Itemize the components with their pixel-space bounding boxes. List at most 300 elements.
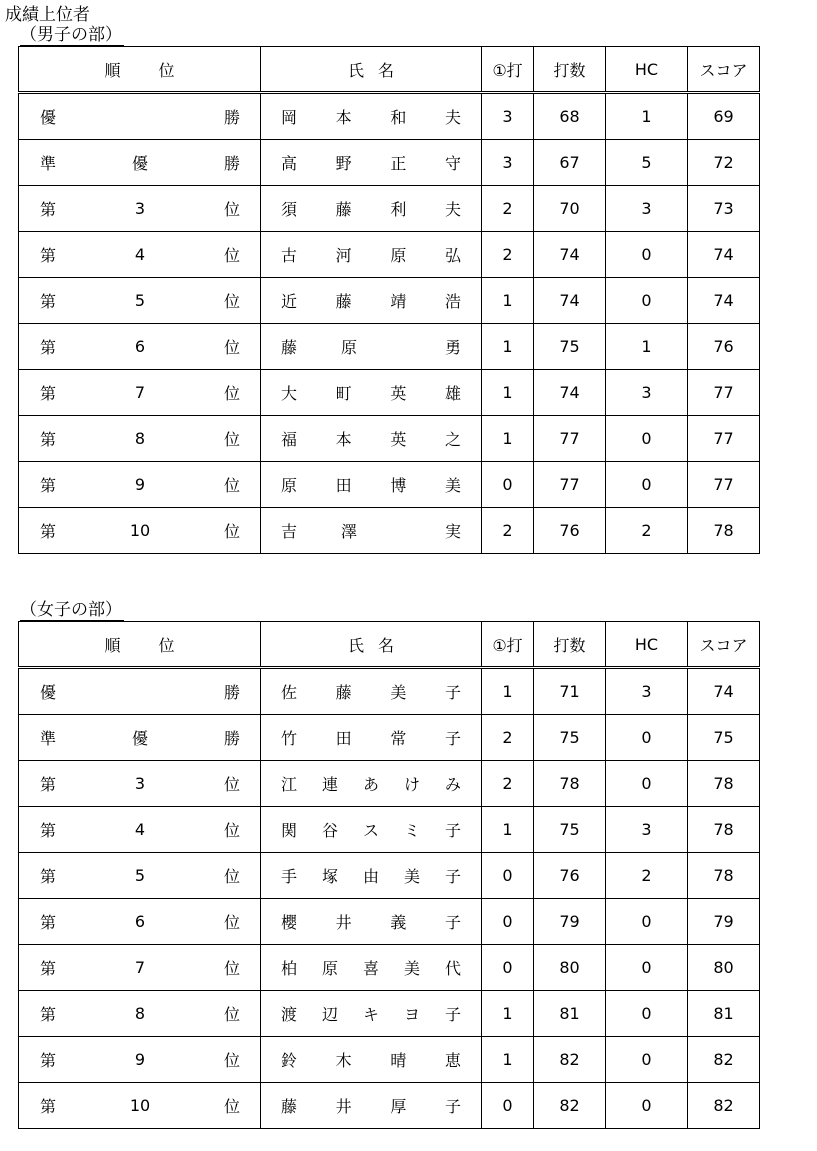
name-char: 谷 xyxy=(321,821,338,840)
ichida-cell: 1 xyxy=(482,324,534,370)
name-char: 子 xyxy=(444,867,461,886)
name-char: 夫 xyxy=(444,200,461,219)
name-cell xyxy=(261,761,482,807)
score-cell: 82 xyxy=(688,1083,760,1129)
rank-part: 8 xyxy=(134,1004,146,1023)
hc-cell: 3 xyxy=(606,186,688,232)
score-cell: 78 xyxy=(688,853,760,899)
ichida-cell: 0 xyxy=(482,462,534,508)
name-char: 夫 xyxy=(444,108,461,127)
ichida-cell: 1 xyxy=(482,668,534,715)
header-rank-a: 順 xyxy=(104,635,121,655)
rank-part: 3 xyxy=(134,774,146,793)
strokes-cell: 81 xyxy=(534,991,606,1037)
score-cell: 75 xyxy=(688,715,760,761)
strokes-cell: 74 xyxy=(534,278,606,324)
name-cell xyxy=(261,1083,482,1129)
table-row xyxy=(19,668,760,715)
table-body-men xyxy=(19,93,760,554)
name-cell xyxy=(261,715,482,761)
header-rank-a: 順 xyxy=(104,60,121,80)
name-char: 近 xyxy=(281,292,298,311)
strokes-cell: 78 xyxy=(534,761,606,807)
rank-part: 優 xyxy=(131,154,148,173)
rank-part: 優 xyxy=(40,108,57,127)
name-char: 博 xyxy=(390,476,407,495)
rank-part: 9 xyxy=(134,1050,146,1069)
table-body-women xyxy=(19,668,760,1129)
name-char: 子 xyxy=(444,1097,461,1116)
strokes-cell: 68 xyxy=(534,93,606,140)
page-title: 成績上位者 xyxy=(5,5,90,25)
rank-cell xyxy=(19,324,261,370)
strokes-cell: 82 xyxy=(534,1037,606,1083)
name-char: 井 xyxy=(335,913,352,932)
name-char: 利 xyxy=(390,200,407,219)
header-score: スコア xyxy=(688,47,760,93)
rank-cell xyxy=(19,668,261,715)
name-char: 勇 xyxy=(444,338,461,357)
name-cell xyxy=(261,807,482,853)
table-header-row xyxy=(19,47,760,93)
table-row xyxy=(19,370,760,416)
name-char: ミ xyxy=(403,821,420,840)
name-char: 恵 xyxy=(444,1051,461,1070)
rank-part: 第 xyxy=(40,867,57,886)
rank-part: 位 xyxy=(223,384,240,403)
name-cell xyxy=(261,324,482,370)
rank-part: 第 xyxy=(40,522,57,541)
rank-cell xyxy=(19,1083,261,1129)
name-char: 大 xyxy=(281,384,298,403)
name-char: 辺 xyxy=(321,1005,338,1024)
table-row xyxy=(19,416,760,462)
ichida-cell: 3 xyxy=(482,140,534,186)
rank-part: 勝 xyxy=(223,108,240,127)
ichida-cell: 2 xyxy=(482,508,534,554)
ichida-cell: 3 xyxy=(482,93,534,140)
name-char: 守 xyxy=(444,154,461,173)
rank-cell xyxy=(19,370,261,416)
rank-part: 9 xyxy=(134,475,146,494)
rank-part: 10 xyxy=(129,1096,151,1115)
name-char: 須 xyxy=(281,200,298,219)
hc-cell: 3 xyxy=(606,807,688,853)
name-char: 福 xyxy=(281,430,298,449)
strokes-cell: 77 xyxy=(534,462,606,508)
name-cell xyxy=(261,278,482,324)
name-cell xyxy=(261,853,482,899)
header-strokes: 打数 xyxy=(534,622,606,668)
name-char: 岡 xyxy=(281,108,298,127)
strokes-cell: 79 xyxy=(534,899,606,945)
rank-part: 第 xyxy=(40,775,57,794)
strokes-cell: 67 xyxy=(534,140,606,186)
header-hc: HC xyxy=(606,622,688,668)
ichida-cell: 0 xyxy=(482,1083,534,1129)
header-name-a: 氏 xyxy=(347,60,364,80)
name-char: 井 xyxy=(335,1097,352,1116)
name-char: 正 xyxy=(390,154,407,173)
score-cell: 82 xyxy=(688,1037,760,1083)
name-char: 美 xyxy=(444,476,461,495)
header-rank-b: 位 xyxy=(158,635,175,655)
rank-part: 準 xyxy=(40,154,57,173)
strokes-cell: 75 xyxy=(534,807,606,853)
name-char: 英 xyxy=(390,384,407,403)
rank-cell xyxy=(19,807,261,853)
rank-part: 6 xyxy=(134,337,146,356)
score-cell: 69 xyxy=(688,93,760,140)
rank-part: 位 xyxy=(223,200,240,219)
rank-cell xyxy=(19,991,261,1037)
name-cell xyxy=(261,508,482,554)
name-char: け xyxy=(403,775,420,794)
hc-cell: 2 xyxy=(606,508,688,554)
rank-part: 第 xyxy=(40,384,57,403)
rank-part: 第 xyxy=(40,821,57,840)
name-char: 江 xyxy=(281,775,298,794)
score-cell: 73 xyxy=(688,186,760,232)
hc-cell: 0 xyxy=(606,945,688,991)
strokes-cell: 74 xyxy=(534,370,606,416)
hc-cell: 0 xyxy=(606,991,688,1037)
rank-part: 優 xyxy=(40,683,57,702)
rank-part: 位 xyxy=(223,292,240,311)
rank-part: 位 xyxy=(223,775,240,794)
rank-part: 位 xyxy=(223,1051,240,1070)
name-char: 英 xyxy=(390,430,407,449)
strokes-cell: 71 xyxy=(534,668,606,715)
rank-cell xyxy=(19,945,261,991)
strokes-cell: 75 xyxy=(534,324,606,370)
ichida-cell: 1 xyxy=(482,278,534,324)
ichida-cell: 2 xyxy=(482,186,534,232)
score-cell: 79 xyxy=(688,899,760,945)
table-header-row xyxy=(19,622,760,668)
rank-part: 位 xyxy=(223,522,240,541)
name-char: 美 xyxy=(403,959,420,978)
table-row xyxy=(19,508,760,554)
score-cell: 74 xyxy=(688,232,760,278)
score-cell: 80 xyxy=(688,945,760,991)
rank-cell xyxy=(19,715,261,761)
table-row xyxy=(19,715,760,761)
strokes-cell: 77 xyxy=(534,416,606,462)
name-char: 古 xyxy=(281,246,298,265)
rank-part: 位 xyxy=(223,913,240,932)
rank-cell xyxy=(19,186,261,232)
header-name xyxy=(261,47,482,93)
name-char: 連 xyxy=(321,775,338,794)
name-char: ヨ xyxy=(403,1005,420,1024)
header-name-a: 氏 xyxy=(347,635,364,655)
name-char: 靖 xyxy=(390,292,407,311)
rank-part: 10 xyxy=(129,521,151,540)
table-row xyxy=(19,853,760,899)
rank-part: 第 xyxy=(40,913,57,932)
name-char: 子 xyxy=(444,821,461,840)
ichida-cell: 1 xyxy=(482,807,534,853)
rank-cell xyxy=(19,232,261,278)
table-row xyxy=(19,140,760,186)
rank-cell xyxy=(19,1037,261,1083)
rank-part: 位 xyxy=(223,338,240,357)
name-char: 厚 xyxy=(390,1097,407,1116)
rank-cell xyxy=(19,761,261,807)
rank-part: 準 xyxy=(40,729,57,748)
name-char: 由 xyxy=(362,867,379,886)
name-cell xyxy=(261,232,482,278)
name-cell xyxy=(261,991,482,1037)
strokes-cell: 75 xyxy=(534,715,606,761)
rank-part: 7 xyxy=(134,958,146,977)
name-char: 雄 xyxy=(444,384,461,403)
hc-cell: 0 xyxy=(606,715,688,761)
name-char: 櫻 xyxy=(281,913,298,932)
rank-part: 位 xyxy=(223,821,240,840)
rank-part: 第 xyxy=(40,1005,57,1024)
rank-part: 第 xyxy=(40,200,57,219)
name-char: 藤 xyxy=(335,200,352,219)
name-char: 田 xyxy=(335,476,352,495)
rank-cell xyxy=(19,93,261,140)
section-title-women: （女子の部） xyxy=(20,600,122,620)
results-table-women xyxy=(18,621,760,1129)
rank-part: 第 xyxy=(40,338,57,357)
name-char: 常 xyxy=(390,729,407,748)
hc-cell: 1 xyxy=(606,93,688,140)
hc-cell: 1 xyxy=(606,324,688,370)
table-row xyxy=(19,1083,760,1129)
header-ichida: ①打 xyxy=(482,47,534,93)
name-char: 原 xyxy=(281,476,298,495)
score-cell: 77 xyxy=(688,462,760,508)
rank-part: 3 xyxy=(134,199,146,218)
name-char: 佐 xyxy=(281,683,298,702)
name-char: 子 xyxy=(444,913,461,932)
hc-cell: 0 xyxy=(606,462,688,508)
hc-cell: 2 xyxy=(606,853,688,899)
rank-cell xyxy=(19,278,261,324)
rank-part: 5 xyxy=(134,866,146,885)
ichida-cell: 0 xyxy=(482,853,534,899)
strokes-cell: 76 xyxy=(534,508,606,554)
hc-cell: 3 xyxy=(606,370,688,416)
name-char: 和 xyxy=(390,108,407,127)
name-char: 本 xyxy=(335,430,352,449)
header-strokes: 打数 xyxy=(534,47,606,93)
name-char: 実 xyxy=(444,522,461,541)
table-row xyxy=(19,1037,760,1083)
rank-part: 勝 xyxy=(223,683,240,702)
table-row xyxy=(19,761,760,807)
score-cell: 74 xyxy=(688,668,760,715)
name-char: 河 xyxy=(335,246,352,265)
score-cell: 78 xyxy=(688,807,760,853)
table-row xyxy=(19,278,760,324)
hc-cell: 0 xyxy=(606,416,688,462)
score-cell: 78 xyxy=(688,508,760,554)
rank-cell xyxy=(19,462,261,508)
hc-cell: 0 xyxy=(606,1083,688,1129)
rank-part: 第 xyxy=(40,1097,57,1116)
rank-cell xyxy=(19,508,261,554)
ichida-cell: 2 xyxy=(482,232,534,278)
name-char: 藤 xyxy=(335,292,352,311)
name-char: 鈴 xyxy=(281,1051,298,1070)
strokes-cell: 80 xyxy=(534,945,606,991)
name-char: あ xyxy=(362,775,379,794)
rank-part: 5 xyxy=(134,291,146,310)
rank-part: 第 xyxy=(40,959,57,978)
strokes-cell: 74 xyxy=(534,232,606,278)
name-char: 藤 xyxy=(335,683,352,702)
hc-cell: 0 xyxy=(606,761,688,807)
name-char: 野 xyxy=(335,154,352,173)
name-char: 塚 xyxy=(321,867,338,886)
hc-cell: 0 xyxy=(606,899,688,945)
table-row xyxy=(19,899,760,945)
name-cell xyxy=(261,416,482,462)
name-cell xyxy=(261,462,482,508)
rank-part: 位 xyxy=(223,430,240,449)
name-cell xyxy=(261,1037,482,1083)
name-char: 浩 xyxy=(444,292,461,311)
rank-part: 8 xyxy=(134,429,146,448)
name-char: 子 xyxy=(444,729,461,748)
name-char: 藤 xyxy=(281,338,298,357)
score-cell: 72 xyxy=(688,140,760,186)
ichida-cell: 1 xyxy=(482,416,534,462)
name-char: 手 xyxy=(281,867,298,886)
score-cell: 78 xyxy=(688,761,760,807)
header-rank xyxy=(19,47,261,93)
name-char: 代 xyxy=(444,959,461,978)
ichida-cell: 1 xyxy=(482,991,534,1037)
rank-part: 優 xyxy=(131,729,148,748)
rank-part: 第 xyxy=(40,1051,57,1070)
rank-part: 位 xyxy=(223,1097,240,1116)
results-table-men xyxy=(18,46,760,554)
rank-part: 第 xyxy=(40,430,57,449)
rank-cell xyxy=(19,853,261,899)
table-row xyxy=(19,93,760,140)
name-char: 子 xyxy=(444,1005,461,1024)
rank-part: 第 xyxy=(40,292,57,311)
rank-part: 位 xyxy=(223,867,240,886)
name-char: 喜 xyxy=(362,959,379,978)
name-cell xyxy=(261,186,482,232)
rank-cell xyxy=(19,140,261,186)
rank-part: 4 xyxy=(134,245,146,264)
name-char: 木 xyxy=(335,1051,352,1070)
name-char: 美 xyxy=(390,683,407,702)
rank-part: 位 xyxy=(223,1005,240,1024)
name-char: 原 xyxy=(341,338,358,357)
rank-part: 4 xyxy=(134,820,146,839)
hc-cell: 3 xyxy=(606,668,688,715)
ichida-cell: 2 xyxy=(482,761,534,807)
name-char: 之 xyxy=(444,430,461,449)
ichida-cell: 0 xyxy=(482,899,534,945)
name-char: 本 xyxy=(335,108,352,127)
score-cell: 76 xyxy=(688,324,760,370)
table-row xyxy=(19,232,760,278)
strokes-cell: 70 xyxy=(534,186,606,232)
ichida-cell: 1 xyxy=(482,1037,534,1083)
header-name xyxy=(261,622,482,668)
rank-part: 位 xyxy=(223,959,240,978)
header-rank xyxy=(19,622,261,668)
ichida-cell: 2 xyxy=(482,715,534,761)
name-cell xyxy=(261,945,482,991)
name-char: 町 xyxy=(335,384,352,403)
score-cell: 77 xyxy=(688,370,760,416)
name-char: 原 xyxy=(321,959,338,978)
name-char: キ xyxy=(362,1005,379,1024)
table-row xyxy=(19,991,760,1037)
score-cell: 74 xyxy=(688,278,760,324)
header-rank-b: 位 xyxy=(158,60,175,80)
header-ichida: ①打 xyxy=(482,622,534,668)
name-cell xyxy=(261,140,482,186)
name-cell xyxy=(261,668,482,715)
ichida-cell: 1 xyxy=(482,370,534,416)
name-char: 澤 xyxy=(341,522,358,541)
table-row xyxy=(19,186,760,232)
hc-cell: 0 xyxy=(606,232,688,278)
rank-part: 勝 xyxy=(223,154,240,173)
hc-cell: 5 xyxy=(606,140,688,186)
header-hc: HC xyxy=(606,47,688,93)
score-cell: 81 xyxy=(688,991,760,1037)
rank-part: 6 xyxy=(134,912,146,931)
rank-part: 第 xyxy=(40,246,57,265)
name-cell xyxy=(261,370,482,416)
rank-part: 7 xyxy=(134,383,146,402)
name-char: ス xyxy=(362,821,379,840)
name-cell xyxy=(261,899,482,945)
name-char: み xyxy=(444,775,461,794)
rank-part: 勝 xyxy=(223,729,240,748)
name-char: 義 xyxy=(390,913,407,932)
name-char: 子 xyxy=(444,683,461,702)
name-char: 吉 xyxy=(281,522,298,541)
rank-part: 位 xyxy=(223,476,240,495)
name-cell xyxy=(261,93,482,140)
table-row xyxy=(19,807,760,853)
rank-cell xyxy=(19,899,261,945)
name-char: 渡 xyxy=(281,1005,298,1024)
hc-cell: 0 xyxy=(606,278,688,324)
header-name-b: 名 xyxy=(378,60,395,80)
rank-part: 位 xyxy=(223,246,240,265)
score-cell: 77 xyxy=(688,416,760,462)
table-row xyxy=(19,324,760,370)
name-char: 関 xyxy=(281,821,298,840)
rank-cell xyxy=(19,416,261,462)
ichida-cell: 0 xyxy=(482,945,534,991)
header-score: スコア xyxy=(688,622,760,668)
header-name-b: 名 xyxy=(378,635,395,655)
name-char: 美 xyxy=(403,867,420,886)
strokes-cell: 76 xyxy=(534,853,606,899)
section-title-men: （男子の部） xyxy=(20,25,122,45)
table-row xyxy=(19,945,760,991)
hc-cell: 0 xyxy=(606,1037,688,1083)
name-char: 原 xyxy=(390,246,407,265)
